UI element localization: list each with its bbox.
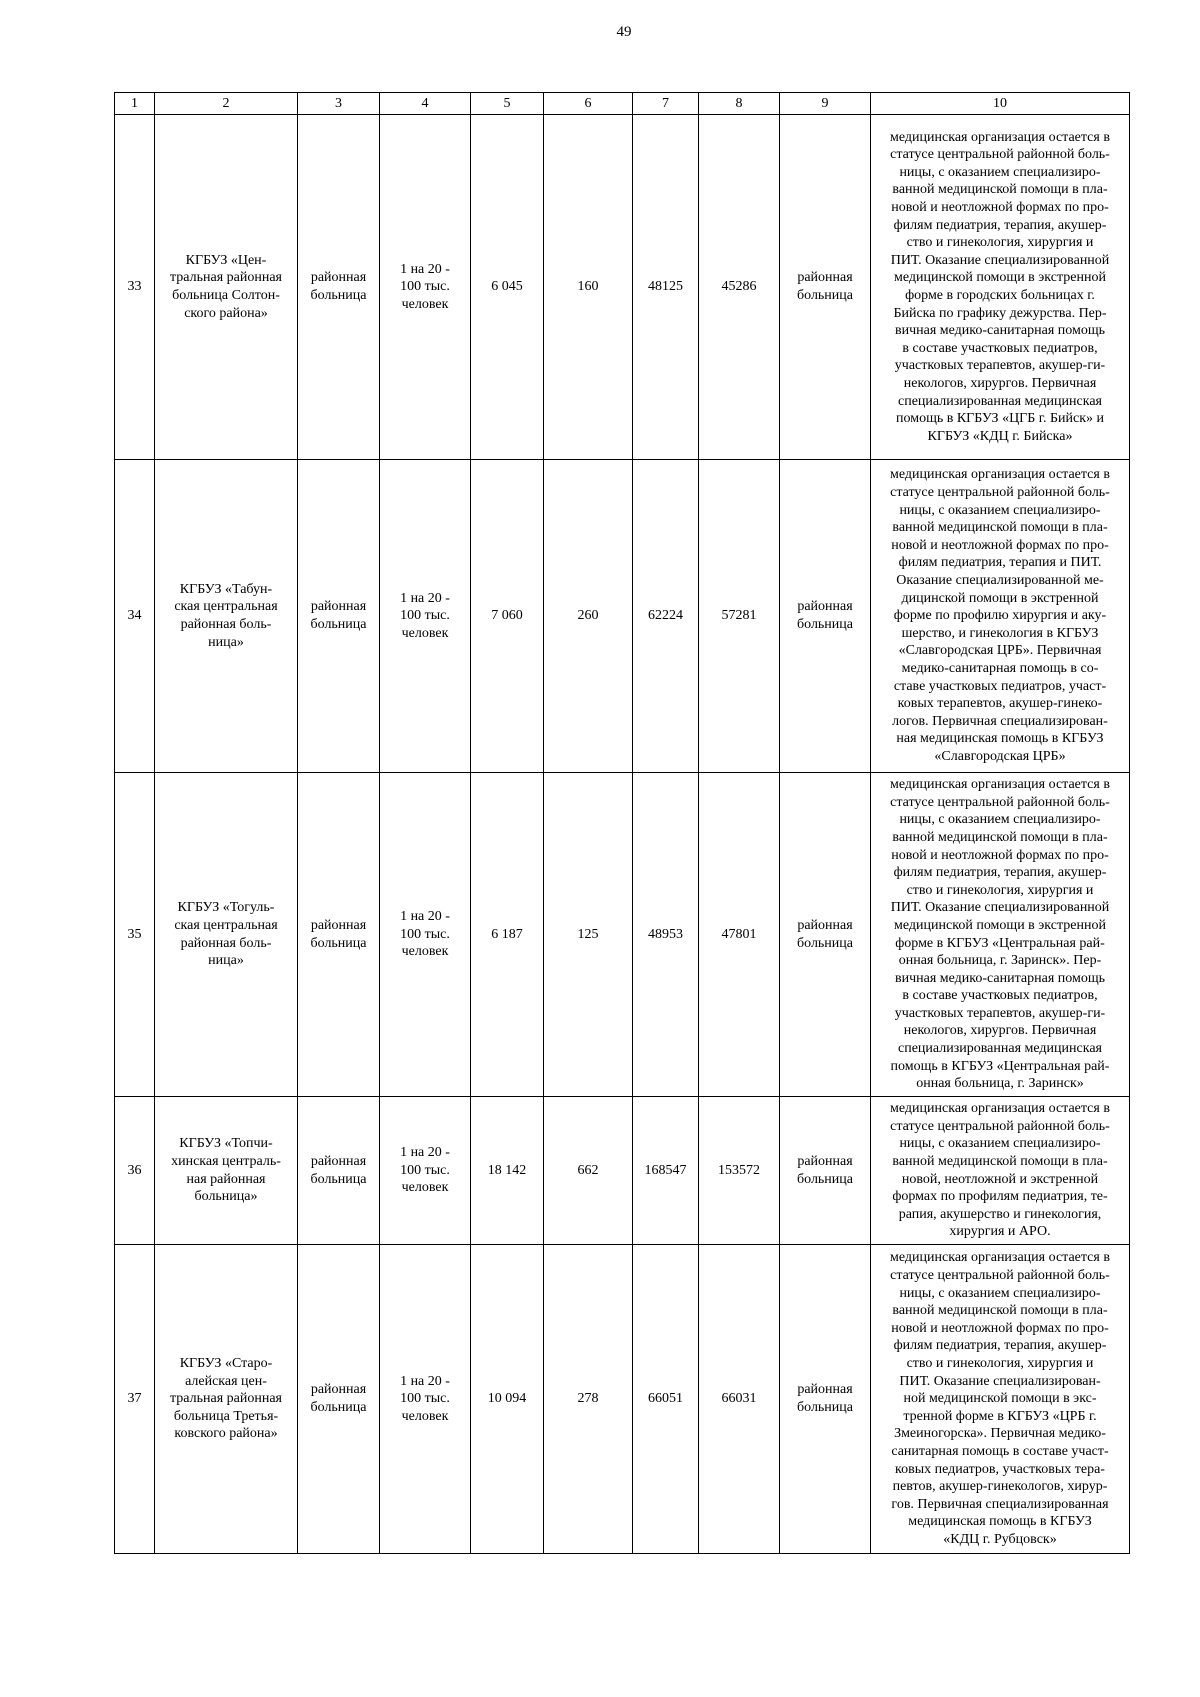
description-cell-line: ство и гинекология, хирургия и xyxy=(906,1356,1094,1372)
norm-cell-line: человек xyxy=(401,296,449,312)
description-cell-line: филям педиатрия, терапия, акушер- xyxy=(893,217,1107,233)
norm-cell-line: человек xyxy=(401,1408,449,1424)
description-cell-line: новой и неотложной формах по про- xyxy=(891,847,1109,863)
row-number-cell: 36 xyxy=(115,1097,155,1245)
header-cell: 3 xyxy=(298,93,380,115)
norm-cell xyxy=(380,1245,471,1554)
description-cell-line: рапия, акушерство и гинекология, xyxy=(898,1206,1102,1222)
status-cell-line: больница xyxy=(797,1171,853,1187)
description-cell-line: в составе участковых педиатров, xyxy=(902,988,1098,1004)
facility-type-cell-line: больница xyxy=(310,1171,367,1187)
description-cell-line: ПИТ. Оказание специализированной xyxy=(890,252,1110,268)
description-cell-line: ковых педиатров, участковых тера- xyxy=(895,1461,1105,1477)
facility-type-cell-line: больница xyxy=(310,617,367,632)
value-cell-8: 47801 xyxy=(699,773,780,1097)
value-cell-8: 66031 xyxy=(699,1245,780,1554)
organization-cell-line: тральная районная xyxy=(170,1391,282,1407)
norm-cell-line: 1 на 20 - xyxy=(400,590,450,606)
header-cell: 1 xyxy=(115,93,155,115)
organization-cell-line: ская центральная xyxy=(174,599,278,615)
norm-cell xyxy=(380,460,471,773)
description-cell xyxy=(871,460,1130,773)
description-cell-line: медицинская организация остается в xyxy=(890,1250,1110,1266)
organization-cell-line: ная районная xyxy=(186,1171,266,1187)
status-cell-line: больница xyxy=(797,288,853,303)
status-cell-line: больница xyxy=(797,617,853,632)
status-cell-line: районная xyxy=(797,599,853,615)
facility-type-cell-line: больница xyxy=(310,935,367,951)
value-cell-6: 125 xyxy=(544,773,633,1097)
description-cell-line: ницы, с оказанием специализиро- xyxy=(899,1285,1101,1301)
description-cell-line: некологов, хирургов. Первичная xyxy=(903,375,1097,391)
organization-cell-line: ница» xyxy=(208,634,244,650)
organization-cell-line: КГБУЗ «Табун- xyxy=(179,581,273,597)
description-cell xyxy=(871,773,1130,1097)
header-cell: 10 xyxy=(871,93,1130,115)
description-cell-line: новой и неотложной формах по про- xyxy=(891,1320,1109,1336)
organization-cell xyxy=(155,1245,298,1554)
table-header-row xyxy=(115,93,1130,115)
organization-cell-line: тральная районная xyxy=(170,270,282,286)
description-cell-line: Оказание специализированной ме- xyxy=(896,573,1104,589)
description-cell-line: помощь в КГБУЗ «Центральная рай- xyxy=(890,1058,1110,1074)
description-cell-line: ство и гинекология, хирургия и xyxy=(906,882,1094,898)
description-cell-line: «Славгородская ЦРБ» xyxy=(934,748,1066,764)
facility-type-cell xyxy=(298,1245,380,1554)
value-cell-6: 278 xyxy=(544,1245,633,1554)
table-row xyxy=(115,1097,1130,1245)
facility-type-cell xyxy=(298,460,380,773)
facility-type-cell-line: больница xyxy=(310,288,367,303)
description-cell-line: ПИТ. Оказание специализирован- xyxy=(899,1373,1101,1389)
value-cell-7: 62224 xyxy=(633,460,699,773)
status-cell xyxy=(780,460,871,773)
description-cell xyxy=(871,1097,1130,1245)
value-cell-7: 48125 xyxy=(633,115,699,460)
description-cell-line: участковых терапевтов, акушер-ги- xyxy=(894,358,1106,374)
organization-cell-line: ковского района» xyxy=(174,1426,278,1442)
description-cell-line: онная больница, г. Заринск» xyxy=(916,1076,1084,1092)
description-cell-line: вичная медико-санитарная помощь xyxy=(894,970,1106,986)
value-cell-5: 18 142 xyxy=(471,1097,544,1245)
norm-cell-line: человек xyxy=(401,625,449,641)
description-cell-line: гов. Первичная специализированная xyxy=(891,1496,1109,1512)
description-cell-line: филям педиатрия, терапия и ПИТ. xyxy=(898,555,1102,571)
page-number: 49 xyxy=(616,24,632,40)
row-number-cell: 35 xyxy=(115,773,155,1097)
description-cell-line: участковых терапевтов, акушер-ги- xyxy=(894,1005,1106,1021)
organization-cell xyxy=(155,773,298,1097)
organization-cell-line: ская центральная xyxy=(174,917,278,933)
description-cell-line: форме в КГБУЗ «Центральная рай- xyxy=(895,935,1105,951)
norm-cell xyxy=(380,1097,471,1245)
description-cell-line: медико-санитарная помощь в со- xyxy=(901,660,1099,676)
description-cell-line: ставе участковых педиатров, участ- xyxy=(893,678,1107,694)
value-cell-5: 7 060 xyxy=(471,460,544,773)
value-cell-7: 66051 xyxy=(633,1245,699,1554)
description-cell-line: онная больница, г. Заринск». Пер- xyxy=(898,953,1102,969)
organization-cell-line: КГБУЗ «Топчи- xyxy=(179,1136,273,1152)
description-cell-line: хирургия и АРО. xyxy=(949,1224,1051,1240)
description-cell-line: «Славгородская ЦРБ». Первичная xyxy=(898,643,1102,659)
status-cell-line: районная xyxy=(797,1382,853,1398)
description-cell-line: статусе центральной районной боль- xyxy=(890,794,1110,810)
norm-cell-line: 100 тыс. xyxy=(400,279,450,295)
status-cell xyxy=(780,115,871,460)
description-cell-line: медицинская организация остается в xyxy=(890,777,1110,793)
norm-cell-line: 100 тыс. xyxy=(400,926,450,942)
description-cell-line: специализированная медицинская xyxy=(898,393,1102,409)
header-cell: 8 xyxy=(699,93,780,115)
description-cell-line: статусе центральной районной боль- xyxy=(890,1118,1110,1134)
description-cell-line: ницы, с оказанием специализиро- xyxy=(899,502,1101,518)
status-cell-line: районная xyxy=(797,1153,853,1169)
status-cell xyxy=(780,1245,871,1554)
organization-cell-line: КГБУЗ «Тогуль- xyxy=(177,900,275,916)
value-cell-8: 45286 xyxy=(699,115,780,460)
organization-cell-line: больница Третья- xyxy=(173,1408,279,1424)
description-cell-line: ванной медицинской помощи в пла- xyxy=(892,182,1108,198)
organization-cell-line: КГБУЗ «Старо- xyxy=(179,1356,273,1372)
value-cell-6: 662 xyxy=(544,1097,633,1245)
status-cell xyxy=(780,1097,871,1245)
organization-cell xyxy=(155,1097,298,1245)
description-cell-line: форме по профилю хирургия и аку- xyxy=(893,608,1107,624)
description-cell-line: тренной форме в КГБУЗ «ЦРБ г. xyxy=(903,1408,1097,1424)
description-cell-line: логов. Первичная специализирован- xyxy=(892,713,1108,729)
description-cell-line: новой и неотложной формах по про- xyxy=(891,537,1109,553)
norm-cell xyxy=(380,115,471,460)
organization-cell-line: КГБУЗ «Цен- xyxy=(185,252,267,268)
description-cell-line: новой, неотложной и экстренной xyxy=(901,1171,1099,1187)
description-cell-line: шерство, и гинекология в КГБУЗ xyxy=(901,625,1099,641)
norm-cell-line: 1 на 20 - xyxy=(400,261,450,277)
norm-cell-line: человек xyxy=(401,944,449,960)
description-cell-line: ная медицинская помощь в КГБУЗ xyxy=(896,731,1104,747)
facility-type-cell xyxy=(298,115,380,460)
description-cell-line: ницы, с оказанием специализиро- xyxy=(899,812,1101,828)
description-cell-line: КГБУЗ «КДЦ г. Бийска» xyxy=(927,428,1073,444)
facility-type-cell xyxy=(298,1097,380,1245)
description-cell-line: форме в городских больницах г. xyxy=(905,288,1095,303)
norm-cell-line: 1 на 20 - xyxy=(400,1145,450,1161)
description-cell-line: санитарная помощь в составе участ- xyxy=(891,1443,1109,1459)
description-cell-line: медицинская помощь в КГБУЗ xyxy=(908,1514,1092,1530)
description-cell-line: ницы, с оказанием специализиро- xyxy=(899,164,1101,180)
organization-cell-line: алейская цен- xyxy=(185,1373,267,1389)
description-cell-line: формах по профилям педиатрия, те- xyxy=(892,1189,1108,1205)
description-cell-line: статусе центральной районной боль- xyxy=(890,485,1110,501)
description-cell-line: ванной медицинской помощи в пла- xyxy=(892,1153,1108,1169)
row-number-cell: 33 xyxy=(115,115,155,460)
description-cell-line: статусе центральной районной боль- xyxy=(890,1268,1110,1284)
status-cell-line: больница xyxy=(797,935,853,951)
description-cell-line: некологов, хирургов. Первичная xyxy=(903,1023,1097,1039)
value-cell-7: 48953 xyxy=(633,773,699,1097)
row-number-cell: 34 xyxy=(115,460,155,773)
norm-cell-line: 100 тыс. xyxy=(400,1162,450,1178)
description-cell-line: новой и неотложной формах по про- xyxy=(891,200,1109,216)
norm-cell xyxy=(380,773,471,1097)
norm-cell-line: 100 тыс. xyxy=(400,1391,450,1407)
header-cell: 9 xyxy=(780,93,871,115)
value-cell-7: 168547 xyxy=(633,1097,699,1245)
facility-type-cell-line: больница xyxy=(310,1400,367,1415)
status-cell-line: районная xyxy=(797,917,853,933)
description-cell-line: медицинская организация остается в xyxy=(890,1101,1110,1117)
description-cell-line: дицинской помощи в экстренной xyxy=(901,590,1099,606)
organization-cell-line: районная боль- xyxy=(180,617,272,632)
description-cell-line: в составе участковых педиатров, xyxy=(902,340,1098,356)
facility-type-cell-line: районная xyxy=(310,599,367,615)
status-cell-line: больница xyxy=(797,1400,853,1415)
organization-cell xyxy=(155,460,298,773)
header-cell: 5 xyxy=(471,93,544,115)
description-cell-line: Бийска по графику дежурства. Пер- xyxy=(893,305,1107,321)
norm-cell-line: человек xyxy=(401,1180,449,1196)
description-cell-line: ПИТ. Оказание специализированной xyxy=(890,900,1110,916)
facility-type-cell-line: районная xyxy=(310,270,367,286)
description-cell-line: Змеиногорска». Первичная медико- xyxy=(894,1426,1106,1442)
description-cell-line: ванной медицинской помощи в пла- xyxy=(892,1303,1108,1319)
table-row xyxy=(115,773,1130,1097)
status-cell xyxy=(780,773,871,1097)
facility-type-cell-line: районная xyxy=(310,1153,367,1169)
description-cell xyxy=(871,1245,1130,1554)
description-cell-line: ванной медицинской помощи в пла- xyxy=(892,829,1108,845)
description-cell-line: вичная медико-санитарная помощь xyxy=(894,323,1106,339)
organization-cell-line: ница» xyxy=(208,953,244,969)
organization-cell-line: больница Солтон- xyxy=(172,288,280,303)
description-cell-line: статусе центральной районной боль- xyxy=(890,147,1110,163)
description-cell-line: филям педиатрия, терапия, акушер- xyxy=(893,865,1107,881)
description-cell-line: ковых терапевтов, акушер-гинеко- xyxy=(897,696,1103,712)
value-cell-6: 160 xyxy=(544,115,633,460)
facility-type-cell xyxy=(298,773,380,1097)
table-row xyxy=(115,115,1130,460)
description-cell-line: ницы, с оказанием специализиро- xyxy=(899,1136,1101,1152)
organization-cell-line: хинская централь- xyxy=(171,1153,281,1169)
norm-cell-line: 1 на 20 - xyxy=(400,909,450,925)
organization-cell xyxy=(155,115,298,460)
description-cell xyxy=(871,115,1130,460)
facility-type-cell-line: районная xyxy=(310,917,367,933)
value-cell-5: 6 045 xyxy=(471,115,544,460)
description-cell-line: ванной медицинской помощи в пла- xyxy=(892,520,1108,536)
description-cell-line: медицинская организация остается в xyxy=(890,467,1110,483)
description-cell-line: медицинская организация остается в xyxy=(890,129,1110,145)
description-cell-line: медицинской помощи в экстренной xyxy=(894,270,1106,286)
facility-type-cell-line: районная xyxy=(310,1382,367,1398)
description-cell-line: ной медицинской помощи в экс- xyxy=(903,1391,1097,1407)
description-cell-line: помощь в КГБУЗ «ЦГБ г. Бийск» и xyxy=(895,411,1105,427)
description-cell-line: певтов, акушер-гинекологов, хирур- xyxy=(892,1479,1108,1495)
description-cell-line: «КДЦ г. Рубцовск» xyxy=(943,1531,1057,1547)
value-cell-5: 6 187 xyxy=(471,773,544,1097)
description-cell-line: специализированная медицинская xyxy=(898,1041,1102,1057)
header-cell: 2 xyxy=(155,93,298,115)
header-cell: 7 xyxy=(633,93,699,115)
table-row xyxy=(115,1245,1130,1554)
organization-cell-line: районная боль- xyxy=(180,935,272,951)
row-number-cell: 37 xyxy=(115,1245,155,1554)
organization-cell-line: ского района» xyxy=(184,305,268,321)
norm-cell-line: 1 на 20 - xyxy=(400,1373,450,1389)
facilities-table xyxy=(114,92,1130,1554)
value-cell-8: 57281 xyxy=(699,460,780,773)
value-cell-6: 260 xyxy=(544,460,633,773)
norm-cell-line: 100 тыс. xyxy=(400,608,450,624)
header-cell: 6 xyxy=(544,93,633,115)
description-cell-line: филям педиатрия, терапия, акушер- xyxy=(893,1338,1107,1354)
value-cell-8: 153572 xyxy=(699,1097,780,1245)
header-cell: 4 xyxy=(380,93,471,115)
status-cell-line: районная xyxy=(797,270,853,286)
organization-cell-line: больница» xyxy=(194,1189,258,1205)
table-row xyxy=(115,460,1130,773)
description-cell-line: медицинской помощи в экстренной xyxy=(894,917,1106,933)
description-cell-line: ство и гинекология, хирургия и xyxy=(906,235,1094,251)
value-cell-5: 10 094 xyxy=(471,1245,544,1554)
